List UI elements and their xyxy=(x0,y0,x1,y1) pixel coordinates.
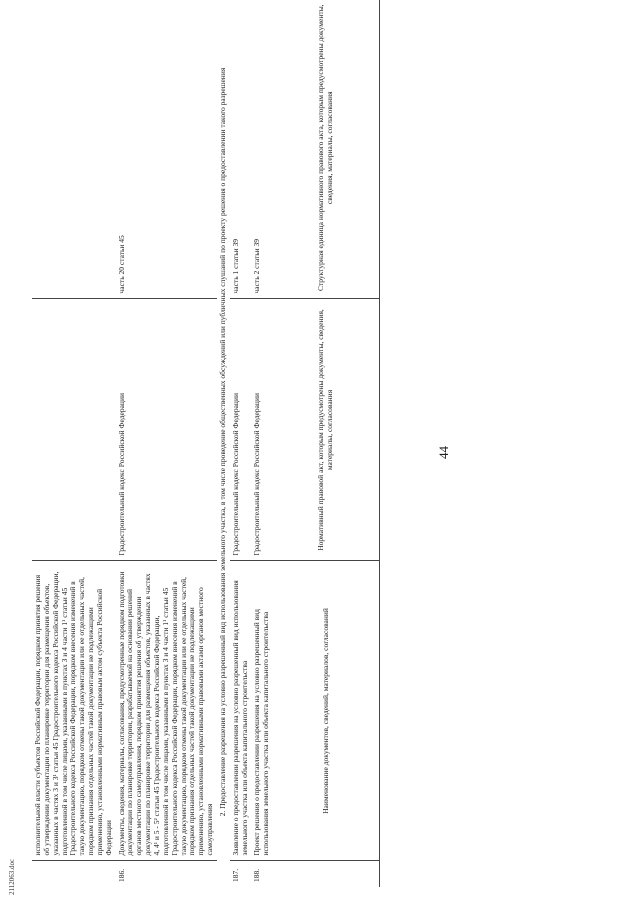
row-number: 188. xyxy=(252,868,262,882)
row-structural-unit: часть 1 статьи 39 xyxy=(230,0,252,299)
document-code: 2112063.doc xyxy=(8,858,16,895)
row-legal-act: Градостроительный кодекс Российской Федерации xyxy=(251,299,273,561)
table-header-row xyxy=(273,0,380,887)
header-document-name: Наименование документов, сведений, материалов, согласований xyxy=(273,561,380,861)
row-structural-unit: часть 2 статьи 39 xyxy=(251,0,273,299)
row-number: 187. xyxy=(230,868,240,882)
row-structural-unit xyxy=(32,0,116,299)
row-document-name: Заявление о предоставлении разрешения на условно разрешенный вид использования земельного участка или объекта капитального строительства xyxy=(230,561,252,861)
row-document-name: исполнительной власти субъектов Российской Федерации, порядком принятия решения об утверждении документации по планировке территории для размещения объектов, указанных в частях 3 и 3¹ статьи 45 Градостроительного кодекса Российской Федерации, подготовленной в том числе лицами, указанными в пунктах 3 и 4 части 1¹ статьи 45 Градостроительного кодекса Российской Федерации, порядком внесения изменений в такую документацию, порядком отмены такой документации или ее отдельных частей, порядком признания отдельных частей такой документации не подлежащими применению, установленными нормативным правовым актом субъекта Российской Федерации xyxy=(32,561,116,861)
row-legal-act xyxy=(32,299,116,561)
row-number: 186. xyxy=(116,868,126,882)
table-row xyxy=(230,0,252,887)
row-document-name: Документы, сведения, материалы, согласования, предусмотренные порядком подготовки документации по планировке территории, разрабатываемой на основании решений органов местного самоуправления, порядком принятия решения об утверждении документации по планировке территории для размещения объектов, указанных в частях 4, 4¹ и 5 - 5² статьи 45 Градостроительного кодекса Российской Федерации, подготовленной в том числе лицами, указанными в пунктах 3 и 4 части 1¹ статьи 45 Градостроительного кодекса Российской Федерации, порядком внесения изменений в такую документацию, порядком отмены такой документации или ее отдельных частей, порядком признания отдельных частей такой документации не подлежащими применению, установленными нормативными правовыми актами органов местного самоуправления xyxy=(116,561,217,861)
row-structural-unit: часть 20 статьи 45 xyxy=(116,0,217,299)
section-heading-row xyxy=(217,0,230,887)
table-row xyxy=(116,0,217,887)
page-number: 44 xyxy=(436,446,451,459)
table-row xyxy=(32,0,116,887)
section-title: 2. Предоставление разрешения на условно разрешенный вид использования земельного участка, в том числе проведение общественных обсуждений или публичных слушаний по проекту решения о предоставлении такого разрешения xyxy=(217,67,227,817)
header-structural-unit: Структурная единица нормативного правового акта, которым предусмотрены документы, сведения, материалы, согласования xyxy=(273,0,380,299)
document-table xyxy=(32,0,380,887)
row-document-name: Проект решения о предоставлении разрешения на условно разрешенный вид использования земельного участка или объекта капитального строительства xyxy=(251,561,273,861)
header-legal-act: Нормативный правовой акт, которым предусмотрены документы, сведения, материалы, согласования xyxy=(273,299,380,561)
table-row xyxy=(251,0,273,887)
row-legal-act: Градостроительный кодекс Российской Федерации xyxy=(116,299,217,561)
row-number xyxy=(32,861,116,887)
row-legal-act: Градостроительный кодекс Российской Федерации xyxy=(230,299,252,561)
